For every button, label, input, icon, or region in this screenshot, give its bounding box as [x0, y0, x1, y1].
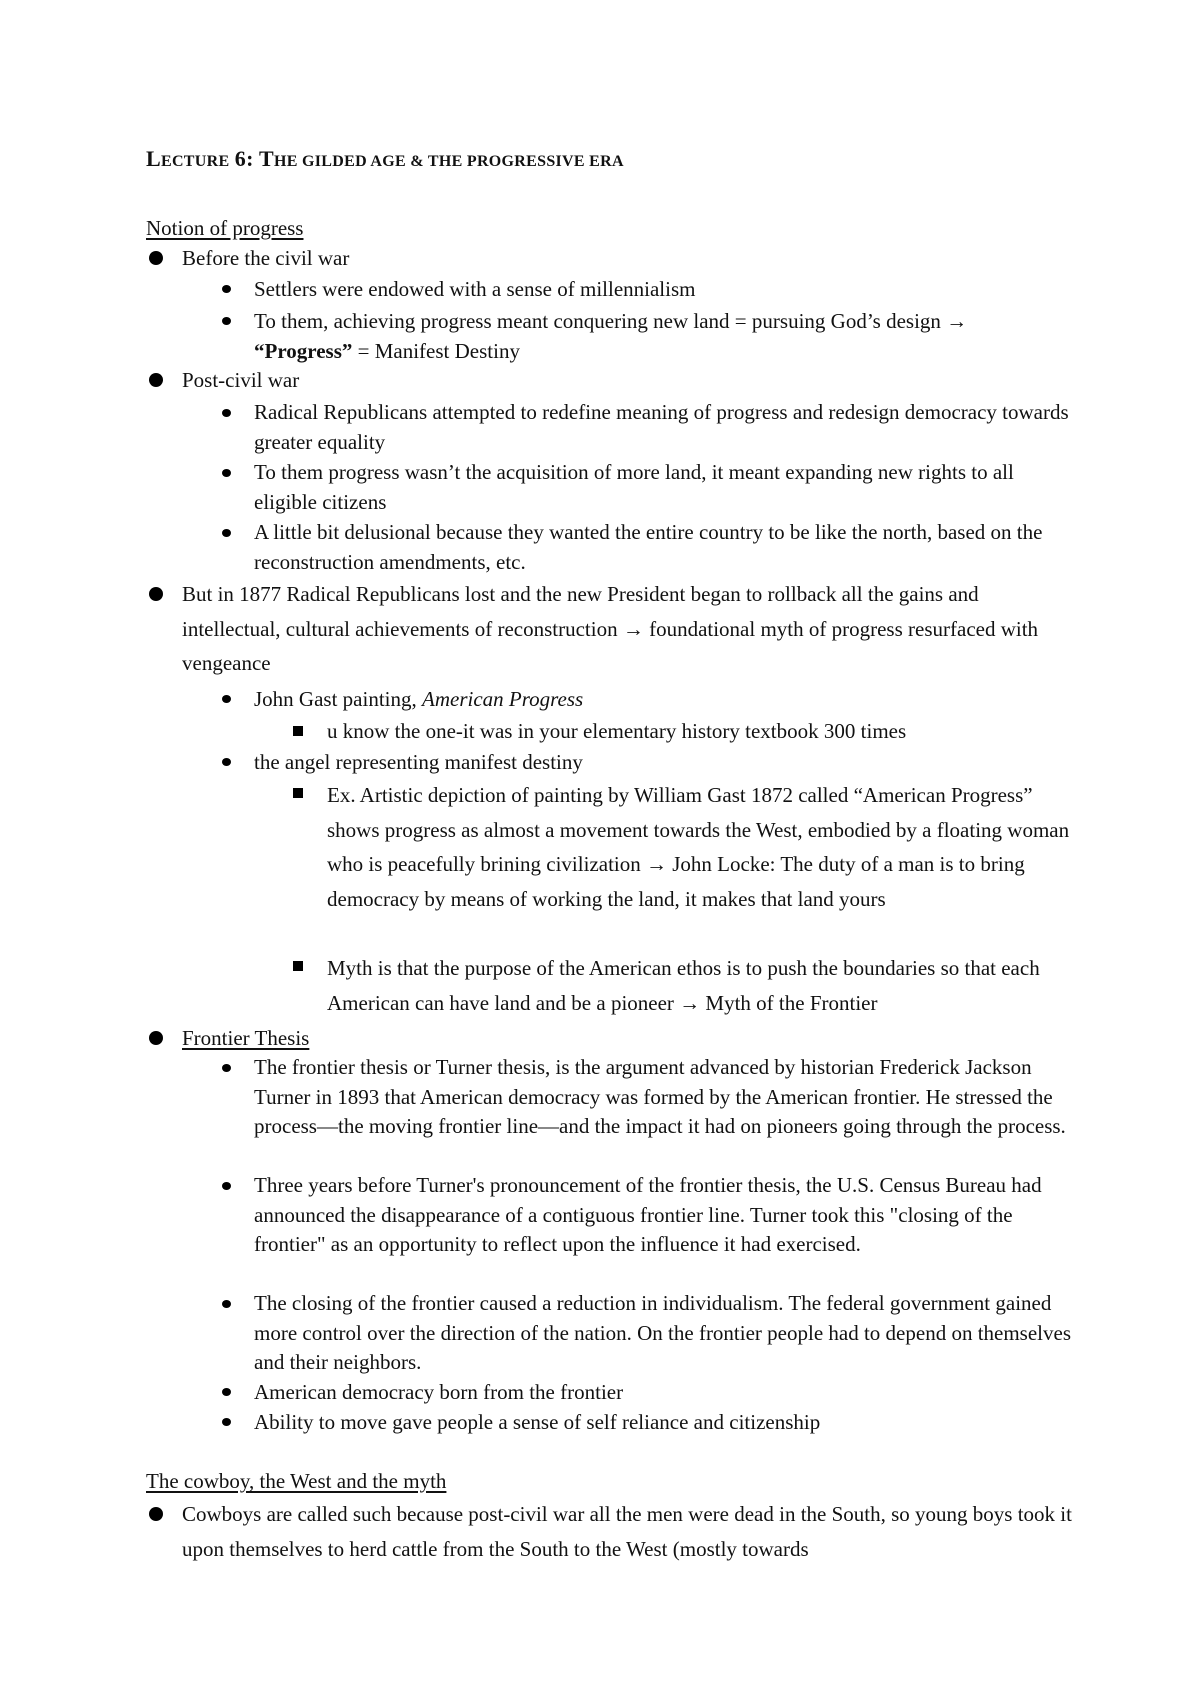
bullet-disc-icon — [149, 373, 163, 387]
bullet-square-icon — [293, 726, 303, 736]
bullet-frontier-thesis: Frontier Thesis — [182, 1023, 1082, 1053]
bullet-dot-icon — [222, 285, 231, 293]
bullet-dot-icon — [222, 529, 231, 537]
bullet-dot-icon — [222, 469, 231, 477]
bullet-disc-icon — [149, 251, 163, 265]
bullet-square-icon — [293, 788, 303, 798]
lecture-title: LECTURE 6: THE GILDED AGE & THE PROGRESSIVE ERA — [146, 146, 624, 171]
sub-bullet-self-reliance: Ability to move gave people a sense of self reliance and citizenship — [254, 1407, 1074, 1437]
bullet-dot-icon — [222, 1182, 231, 1190]
bullet-dot-icon — [222, 409, 231, 417]
bullet-disc-icon — [149, 1507, 163, 1521]
bullet-post-civil-war: Post-civil war — [182, 365, 1082, 395]
sub-sub-bullet-myth-of-frontier: Myth is that the purpose of the American ethos is to push the boundaries so that each American can have land and be a pioneer → Myth of the Frontier — [327, 951, 1087, 1020]
sub-bullet-turner-thesis: The frontier thesis or Turner thesis, is the argument advanced by historian Frederick Jackson Turner in 1893 that American democracy was formed by the American frontier. He stressed the process—the moving frontier line—and the impact it had on pioneers going through the process. — [254, 1053, 1074, 1142]
sub-bullet-millennialism: Settlers were endowed with a sense of millennialism — [254, 274, 1074, 304]
bullet-1877-rollback: But in 1877 Radical Republicans lost and the new President began to rollback all the gains and intellectual, cultural achievements of reconstruction → foundational myth of progress resurfaced with vengeance — [182, 577, 1082, 681]
sub-bullet-progress-manifest-destiny: To them, achieving progress meant conquering new land = pursuing God’s design → “Progress” = Manifest Destiny — [254, 306, 1074, 366]
bullet-square-icon — [293, 961, 303, 971]
sub-sub-bullet-william-gast-example: Ex. Artistic depiction of painting by William Gast 1872 called “American Progress” shows progress as almost a movement towards the West, embodied by a floating woman who is peacefully brining civilization → John Locke: The duty of a man is to bring democracy by means of working the land, it makes that land yours — [327, 778, 1087, 916]
bullet-dot-icon — [222, 695, 231, 703]
sub-bullet-expanding-rights: To them progress wasn’t the acquisition of more land, it meant expanding new rights to all eligible citizens — [254, 458, 1074, 517]
bullet-dot-icon — [222, 1300, 231, 1308]
bullet-disc-icon — [149, 587, 163, 601]
bullet-dot-icon — [222, 1418, 231, 1426]
bullet-cowboys: Cowboys are called such because post-civil war all the men were dead in the South, so young boys took it upon themselves to herd cattle from the South to the West (mostly towards — [182, 1497, 1082, 1566]
section-heading-notion-of-progress: Notion of progress — [146, 216, 304, 240]
sub-bullet-john-gast-painting: John Gast painting, American Progress — [254, 684, 1074, 714]
sub-bullet-census-bureau: Three years before Turner's pronouncement of the frontier thesis, the U.S. Census Bureau had announced the disappearance of a contiguous frontier line. Turner took this "closing of the frontier" as an opportunity to reflect upon the influence it had exercised. — [254, 1171, 1074, 1260]
sub-sub-bullet-textbook: u know the one-it was in your elementary history textbook 300 times — [327, 716, 1087, 746]
bullet-dot-icon — [222, 758, 231, 766]
bullet-dot-icon — [222, 317, 231, 325]
bullet-before-civil-war: Before the civil war — [182, 243, 1082, 273]
section-heading-cowboy-west-myth: The cowboy, the West and the myth — [146, 1469, 447, 1493]
bullet-dot-icon — [222, 1388, 231, 1396]
sub-bullet-delusional: A little bit delusional because they wanted the entire country to be like the north, based on the reconstruction amendments, etc. — [254, 518, 1074, 577]
sub-bullet-democracy-from-frontier: American democracy born from the frontier — [254, 1377, 1074, 1407]
sub-bullet-radical-republicans: Radical Republicans attempted to redefine meaning of progress and redesign democracy towards greater equality — [254, 398, 1074, 457]
sub-bullet-angel-manifest-destiny: the angel representing manifest destiny — [254, 747, 1074, 777]
bullet-dot-icon — [222, 1064, 231, 1072]
sub-bullet-closing-of-frontier: The closing of the frontier caused a reduction in individualism. The federal government gained more control over the direction of the nation. On the frontier people had to depend on themselves and their neighbors. — [254, 1289, 1074, 1378]
bullet-disc-icon — [149, 1031, 163, 1045]
